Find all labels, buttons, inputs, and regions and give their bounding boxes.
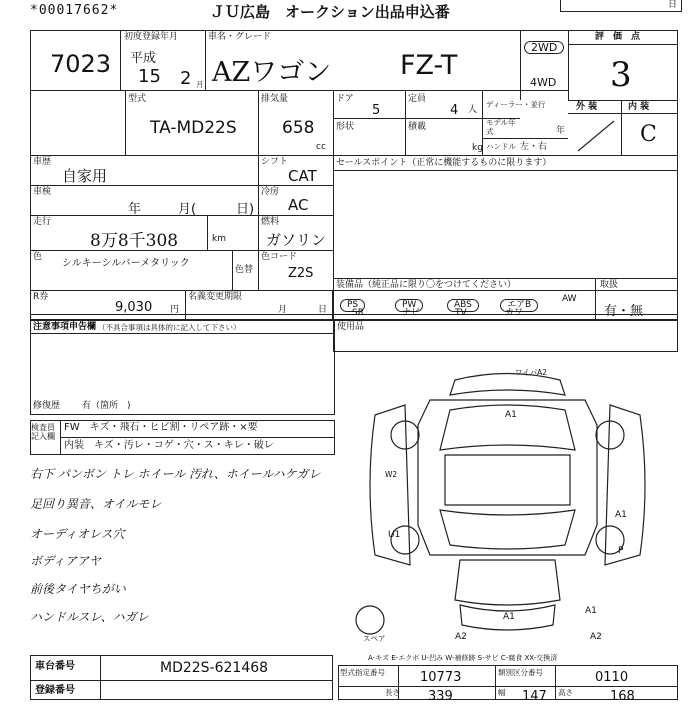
handwritten-note-3: オーディオレス穴 [30,527,125,541]
class-no-value: 0110 [595,670,629,685]
inspection-month: 月( [178,202,197,217]
equip-pw: PW [395,292,423,312]
drive-4wd: 4WD [530,76,557,89]
displacement-unit: cc [316,142,326,152]
equip-leather: カワ [505,308,524,318]
capacity-value: 4 [450,103,459,118]
height-label: 高さ [558,688,573,697]
length-label: 長さ [385,688,400,697]
handwritten-note-6: ハンドルスレ、ハガレ [30,610,149,624]
mark-right-a1: A1 [615,510,627,520]
corner-label: 日 [667,0,677,10]
capacity-label: 定員 [408,94,427,104]
form-title: ＪＵ広島 オークション出品申込番 [210,3,450,21]
equip-aw: AW [562,294,577,304]
inspector-line1: FW キズ・飛石・ヒビ割・リペア跡・×要 [64,422,258,433]
recycle-row [30,290,333,320]
handwritten-note-5: 前後タイヤちがい [30,582,126,596]
recycle-value: 9,030 [115,300,153,315]
notes-sub: （不具合事項は具体的に記入して下さい） [98,323,241,332]
equipment-label: 装備品（純正品に限り〇をつけてください） [336,280,517,290]
mark-wiper-a2: ワイパA2 [515,368,548,377]
usage-value: 自家用 [62,167,108,185]
damage-legend: A-キズ E-エクボ U-凹み W-補修跡 S-サビ C-腐食 XX-交換済 [368,654,558,662]
mark-rear-left-a2: A2 [455,632,467,642]
interior-grade: C [640,122,657,147]
mark-rear-right-a1: A1 [585,606,597,616]
length-value: 339 [428,689,453,704]
doors-label: ドア [336,94,354,104]
first-reg-era: 平成 [130,51,157,66]
equip-abs: ABS [447,292,479,312]
model-year-unit: 年 [556,126,566,136]
inspector-line2: 内装 キズ・汚レ・コゲ・穴・ス・キレ・破レ [64,440,274,451]
color-change-label: 色替 [235,265,254,275]
interior-label: 内 装 [628,102,650,112]
manual-label: 取扱 [600,280,619,290]
first-reg-year: 15 [138,66,161,87]
color-code-label: 色コード [261,252,298,262]
model-value: TA-MD22S [150,118,237,138]
equip-sr: SR [352,308,364,318]
shape-label: 形状 [336,122,355,132]
handwritten-note-4: ボディアアヤ [30,554,102,568]
width-value: 147 [522,689,547,704]
first-reg-month-unit: 月 [196,80,204,89]
chassis-label: 車台番号 [35,661,75,672]
rating-score: 3 [610,55,632,95]
car-grade: FZ-T [400,50,458,81]
shift-value: CAT [288,167,317,185]
first-reg-month: 2 [180,68,192,89]
mark-rear-right-a2: A2 [590,632,602,642]
doors-value: 5 [372,103,381,118]
rating-label: 評 価 点 [595,32,641,42]
width-label: 幅 [498,688,506,697]
recycle-label: R券 [33,292,49,302]
repair-label: 修復歴 [33,401,61,411]
notes-box [30,320,335,415]
fuel-label: 燃料 [261,217,280,227]
load-label: 積載 [408,122,427,132]
displacement-value: 658 [282,118,315,138]
car-name: AZワゴン [212,57,332,88]
inspection-year: 年 [128,202,142,217]
name-change-label: 名義変更期限 [188,292,243,302]
inspection-day: 日) [236,202,255,217]
mark-left-w2: W2 [385,470,398,479]
serial-number: *00017662* [30,3,119,18]
fuel-value: ガソリン [266,231,327,249]
model-no-value: 10773 [420,670,462,685]
class-no-label: 類別区分番号 [498,668,543,677]
mark-right-p: P [618,546,624,556]
inspector-label: 検査員記入欄 [31,423,55,441]
exterior-label: 外 装 [576,102,598,112]
corner-box [560,0,682,12]
aircon-label: 冷房 [261,187,280,197]
capacity-unit: 人 [468,105,478,115]
usage-label: 車歴 [33,157,52,167]
displacement-label: 排気量 [261,94,289,104]
shift-label: シフト [261,157,289,167]
handwritten-note-2: 足回り異音、オイルモレ [30,497,162,511]
manual-value: 有・無 [604,304,644,319]
main-frame [30,30,678,315]
car-label: 車名・グレード [208,32,272,42]
color-value: シルキーシルバーメタリック [62,258,190,269]
mark-rear-a1: A1 [503,612,515,622]
handle-label: ハンドル [486,142,516,151]
dealer-label: ディーラー・並行 [486,100,546,109]
repair-value: 有（箇所 [82,401,119,411]
lot-number: 7023 [50,50,112,78]
chassis-number: MD22S-621468 [160,660,269,676]
recycle-unit: 円 [170,305,180,315]
mark-hood-a1: A1 [505,410,517,420]
aircon-value: AC [288,196,309,214]
registration-label: 登録番号 [35,685,75,696]
equip-tv: TV [455,308,467,318]
mileage-value: 8万8千308 [90,231,179,251]
sales-point-label: セールスポイント（正常に機能するものに限ります） [336,158,552,168]
inspection-label: 車検 [33,187,52,197]
model-no-label: 型式指定番号 [340,668,385,677]
first-reg-label: 初度登録年月 [124,32,179,42]
exterior-grade-slash [570,115,620,155]
used-label: 使用品 [337,322,365,332]
notes-label: 注意事項申告欄 [33,322,97,332]
mileage-label: 走行 [33,217,52,227]
drive-2wd: 2WD [524,36,564,55]
equip-navi: ナビ [402,308,421,318]
mileage-unit: km [212,234,226,244]
name-change-month: 月 [278,305,288,315]
equip-ps: PS [340,292,365,312]
used-box [333,320,678,352]
load-unit: kg [472,143,483,153]
handwritten-note-1: 右下 パンボン トレ ホイール 汚れ、ホイールハケガレ [30,467,321,481]
color-code: Z2S [288,266,314,281]
height-value: 168 [610,689,635,704]
mark-left-u1: U1 [388,530,401,540]
name-change-day: 日 [318,305,328,315]
car-damage-diagram [335,355,680,655]
handle-value: 左・右 [520,142,548,152]
equip-airbag: エアB [500,292,538,312]
spare-label: スペア [363,634,386,643]
model-year-label: モデル年式 [486,118,516,136]
model-label: 型式 [128,94,147,104]
color-label: 色 [33,252,43,262]
